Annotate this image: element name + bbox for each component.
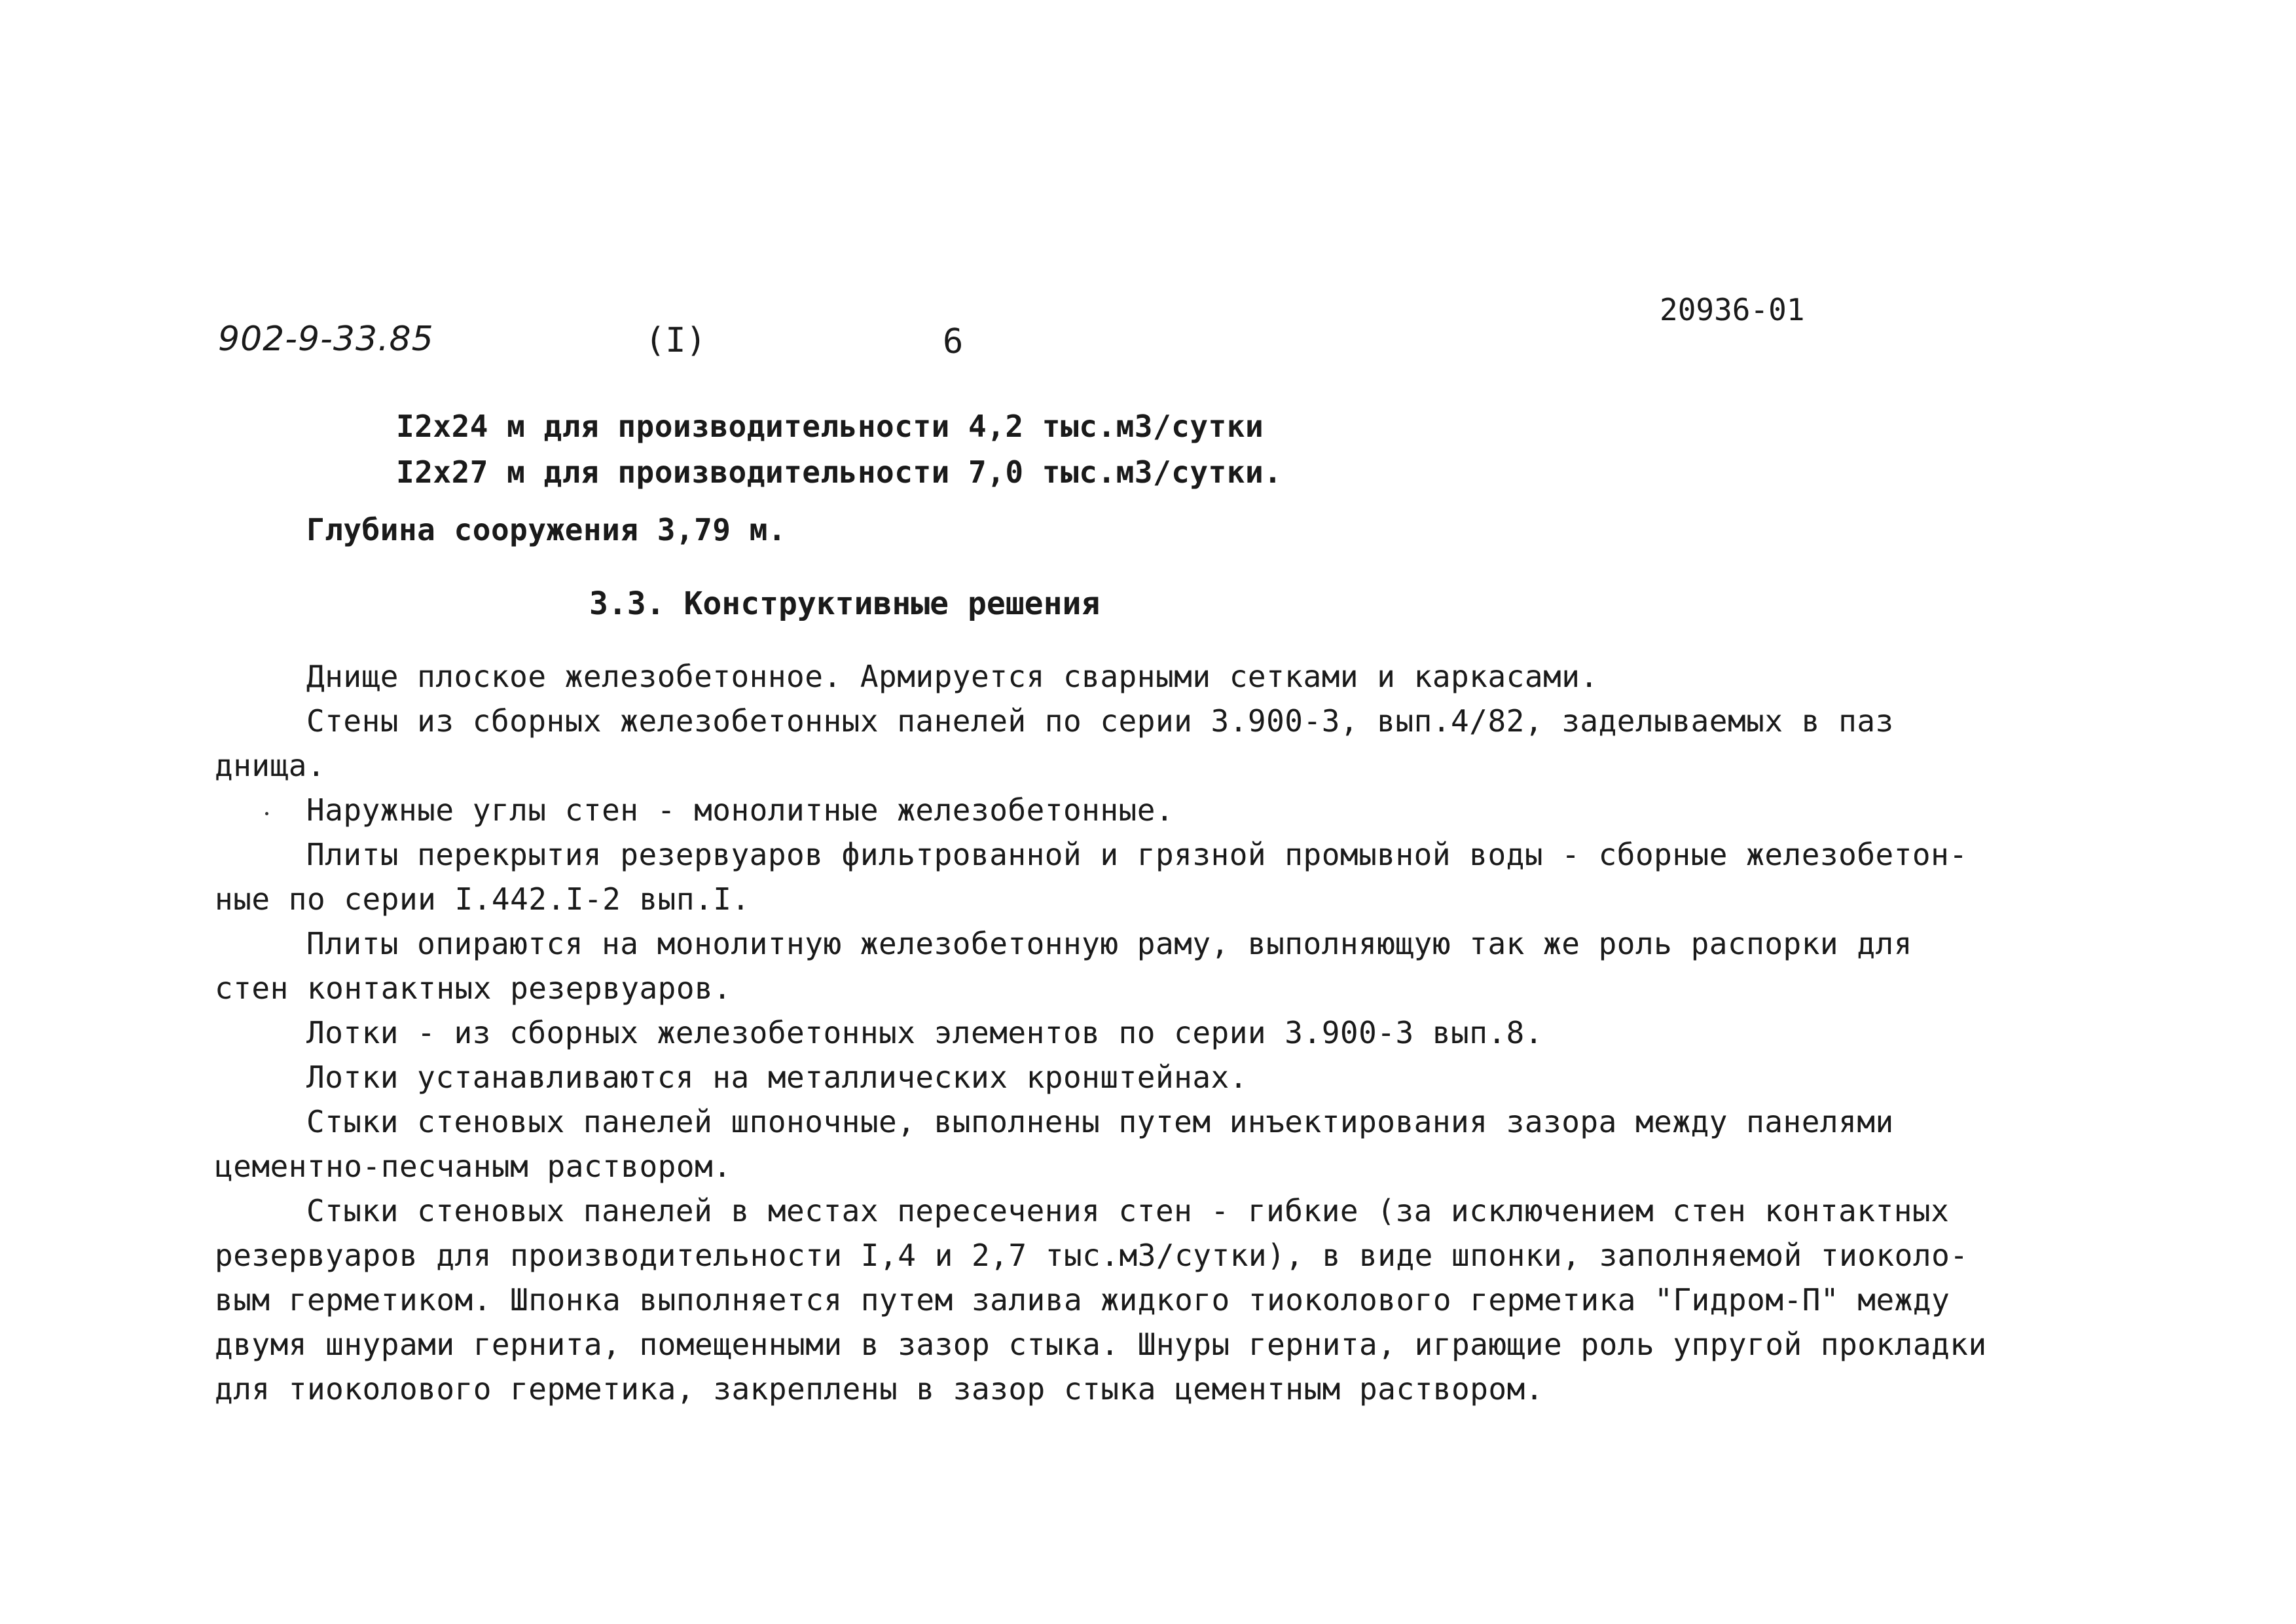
body-line: Стыки стеновых панелей в местах пересечения стен - гибкие (за исключением стен контактных xyxy=(306,1193,1950,1228)
capacity-line-1: I2x24 м для производительности 4,2 тыс.м3/сутки xyxy=(396,409,1264,444)
body-line: ные по серии I.442.I-2 вып.I. xyxy=(215,881,750,917)
body-line: Днище плоское железобетонное. Армируется сварными сетками и каркасами. xyxy=(306,659,1599,694)
body-line: Стены из сборных железобетонных панелей по серии 3.900-3, вып.4/82, заделываемых в паз xyxy=(306,703,1894,739)
capacity-line-2: I2x27 м для производительности 7,0 тыс.м3/сутки. xyxy=(396,454,1283,490)
body-line: резервуаров для производительности I,4 и 2,7 тыс.м3/сутки), в виде шпонки, заполняемой тиоколо- xyxy=(215,1238,1969,1273)
volume-label: (I) xyxy=(645,321,706,360)
scan-speck xyxy=(265,812,268,815)
body-line: Стыки стеновых панелей шпоночные, выполнены путем инъектирования зазора между панелями xyxy=(306,1104,1894,1139)
section-heading: 3.3. Конструктивные решения xyxy=(589,585,1101,622)
body-line: Наружные углы стен - монолитные железобетонные. xyxy=(306,792,1175,828)
body-line: Плиты перекрытия резервуаров фильтрованной и грязной промывной воды - сборные железобетон- xyxy=(306,837,1968,872)
page-number: 6 xyxy=(943,322,964,361)
body-line: Лотки - из сборных железобетонных элементов по серии 3.900-3 вып.8. xyxy=(306,1015,1544,1050)
stamp-number: 20936-01 xyxy=(1660,292,1805,327)
body-line: вым герметиком. Шпонка выполняется путем залива жидкого тиоколового герметика "Гидром-П" между xyxy=(215,1282,1950,1318)
body-line: для тиоколового герметика, закреплены в зазор стыка цементным раствором. xyxy=(215,1371,1544,1407)
body-line: Лотки устанавливаются на металлических кронштейнах. xyxy=(306,1060,1248,1095)
doc-code: 902-9-33.85 xyxy=(218,320,434,359)
body-line: двумя шнурами гернита, помещенными в зазор стыка. Шнуры гернита, играющие роль упругой прокладки xyxy=(215,1327,1987,1362)
body-line: Плиты опираются на монолитную железобетонную раму, выполняющую так же роль распорки для xyxy=(306,926,1912,961)
body-line: цементно-песчаным раствором. xyxy=(215,1149,732,1184)
body-line: стен контактных резервуаров. xyxy=(215,970,732,1006)
structure-depth: Глубина сооружения 3,79 м. xyxy=(306,512,787,547)
body-line: днища. xyxy=(215,748,326,783)
